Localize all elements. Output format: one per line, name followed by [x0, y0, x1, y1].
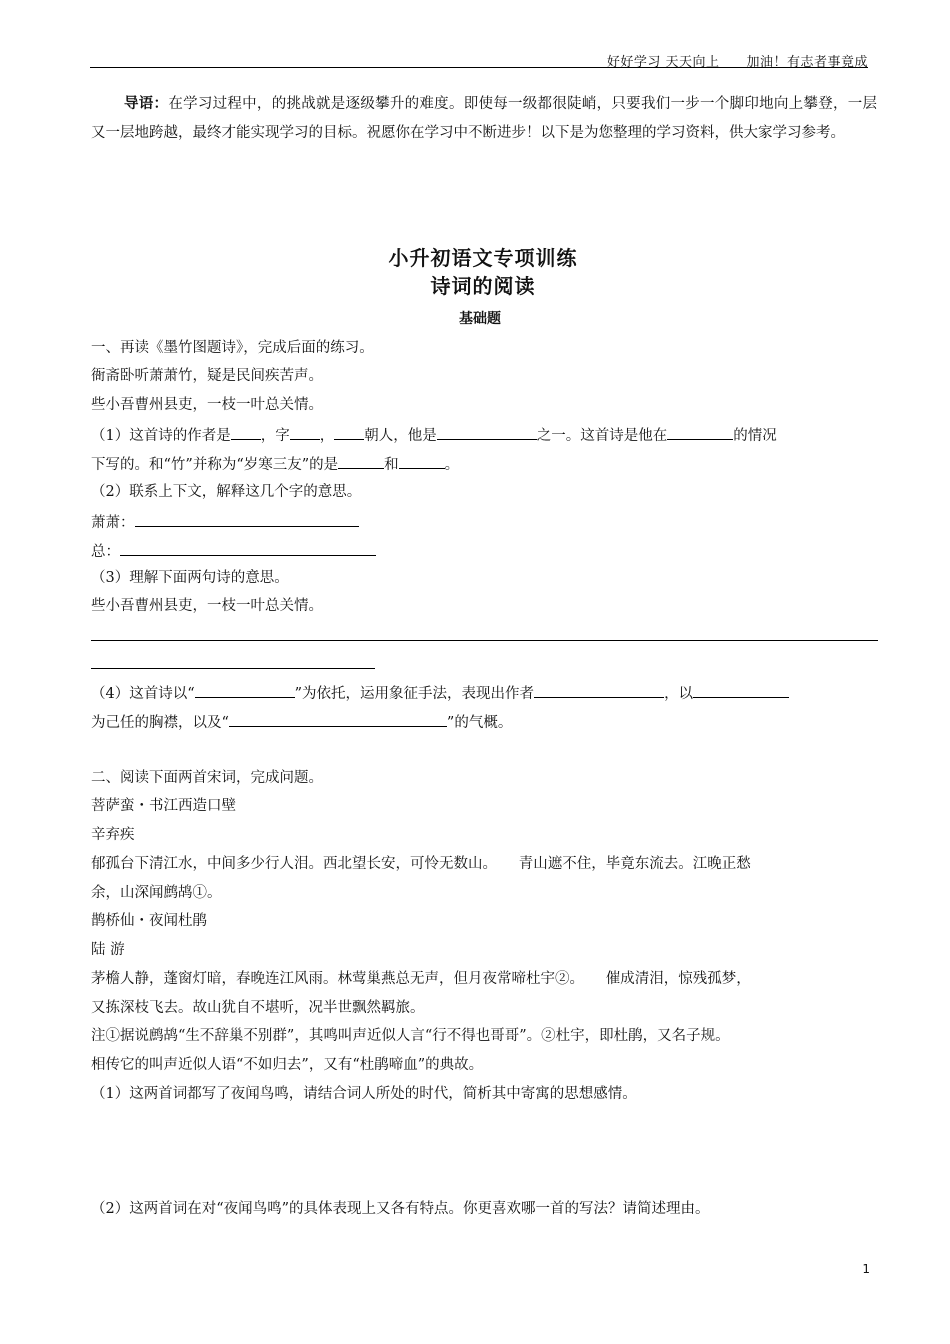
- answer-blank[interactable]: [399, 453, 445, 469]
- question-1-2: （2）联系上下文，解释这几个字的意思。: [91, 484, 362, 500]
- answer-blank[interactable]: [229, 711, 447, 727]
- word-label: 总：: [91, 544, 120, 560]
- q1-text: 之一。这首诗是他在: [536, 428, 668, 444]
- q1-text: 下写的。和“竹”并称为“岁寒三友”的是: [91, 457, 339, 473]
- q4-text: （4）这首诗以“: [91, 686, 195, 702]
- question-2-2: （2）这两首词在对“夜闻鸟鸣”的具体表现上又各有特点。你更喜欢哪一首的写法？请简述理由。: [91, 1201, 710, 1217]
- poem-line: 些小吾曹州县吏，一枝一叶总关情。: [91, 598, 323, 614]
- section-level-label: 基础题: [459, 311, 501, 327]
- answer-blank[interactable]: [231, 424, 261, 440]
- q4-text: ”为依托，运用象征手法，表现出作者: [294, 686, 535, 702]
- q1-text: 和: [384, 457, 399, 473]
- answer-blank[interactable]: [534, 682, 664, 698]
- section1-heading: 一、再读《墨竹图题诗》，完成后面的练习。: [91, 340, 374, 356]
- q1-text: ，字: [260, 428, 290, 444]
- q1-text: 朝人，他是: [364, 428, 437, 444]
- question-1-4-cont: [91, 711, 512, 733]
- q1-text: 的情况: [733, 428, 777, 444]
- poem-line: 又拣深枝飞去。故山犹自不堪听，况半世飘然羁旅。: [91, 1000, 425, 1016]
- answer-row-xiaoxiao: [91, 511, 359, 533]
- word-label: 萧萧：: [91, 515, 135, 531]
- q1-text: ，: [319, 428, 335, 444]
- q1-text: 。: [444, 457, 460, 473]
- answer-line[interactable]: [91, 668, 375, 669]
- header-divider: [90, 67, 868, 68]
- answer-blank[interactable]: [135, 511, 359, 527]
- poem-author: 辛弃疾: [91, 827, 135, 843]
- intro-label: 导语：: [124, 95, 169, 112]
- poem-line: 衙斋卧听萧萧竹，疑是民间疾苦声。: [91, 368, 323, 384]
- q4-text: 为己任的胸襟，以及“: [91, 715, 229, 731]
- answer-blank[interactable]: [338, 453, 384, 469]
- annotation-note: 注①据说鹧鸪“生不辞巢不别群”，其鸣叫声近似人言“行不得也哥哥”。②杜宇，即杜鹃，又名子规。: [91, 1028, 730, 1044]
- q4-text: ，以: [664, 686, 694, 702]
- answer-blank[interactable]: [290, 424, 320, 440]
- question-2-1: （1）这两首词都写了夜闻鸟鸣，请结合词人所处的时代，简析其中寄寓的思想感情。: [91, 1086, 637, 1102]
- page-number: 1: [862, 1262, 870, 1276]
- poem-line: 郁孤台下清江水，中间多少行人泪。西北望长安，可怜无数山。 青山遮不住，毕竟东流去。江晚正愁: [91, 856, 751, 872]
- intro-text: 在学习过程中，的挑战就是逐级攀升的难度。即使每一级都很陡峭，只要我们一步一个脚印地向上攀登，一层又一层地跨越，最终才能实现学习的目标。祝愿你在学习中不断进步！以下是为您整理的学习资料，供大家学习参考。: [91, 96, 877, 141]
- answer-blank[interactable]: [693, 682, 789, 698]
- answer-line[interactable]: [91, 640, 878, 641]
- poem-line: 些小吾曹州县吏，一枝一叶总关情。: [91, 397, 323, 413]
- poem-title: 鹊桥仙・夜闻杜鹃: [91, 913, 207, 929]
- question-1-1-cont: [91, 453, 459, 475]
- question-1-4: [91, 682, 789, 704]
- poem-author: 陆 游: [91, 942, 125, 958]
- answer-row-zong: [91, 540, 376, 562]
- question-1-1: [91, 424, 777, 446]
- answer-blank[interactable]: [334, 424, 364, 440]
- poem-line: 茅檐人静，蓬窗灯暗，春晚连江风雨。林莺巢燕总无声，但月夜常啼杜宇②。 催成清泪，惊残孤梦，: [91, 971, 751, 987]
- answer-blank[interactable]: [437, 424, 537, 440]
- q1-text: （1）这首诗的作者是: [91, 428, 231, 444]
- answer-blank[interactable]: [667, 424, 733, 440]
- annotation-note: 相传它的叫声近似人语“不如归去”，又有“杜鹃啼血”的典故。: [91, 1057, 484, 1073]
- question-1-3: （3）理解下面两句诗的意思。: [91, 570, 289, 586]
- document-subtitle: 诗词的阅读: [430, 274, 536, 298]
- page-header-text: 好好学习 天天向上 加油！有志者事竟成: [606, 55, 868, 70]
- document-title: 小升初语文专项训练: [388, 246, 578, 270]
- answer-blank[interactable]: [195, 682, 295, 698]
- intro-paragraph: [91, 89, 877, 148]
- q4-text: ”的气概。: [446, 715, 513, 731]
- poem-title: 菩萨蛮・书江西造口壁: [91, 798, 236, 814]
- answer-blank[interactable]: [120, 540, 376, 556]
- poem-line: 余，山深闻鹧鸪①。: [91, 885, 222, 901]
- section2-heading: 二、阅读下面两首宋词，完成问题。: [91, 770, 323, 786]
